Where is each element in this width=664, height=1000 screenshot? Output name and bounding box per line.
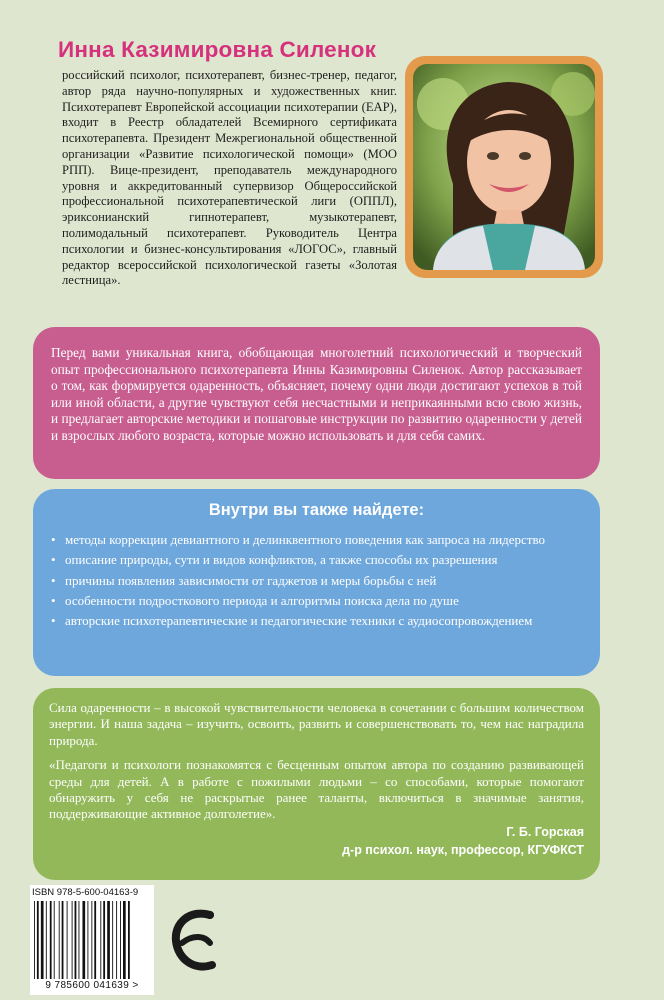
list-item: • методы коррекции девиантного и делинквентного поведения как запроса на лидерство [49,532,584,548]
list-item: • особенности подросткового периода и алгоритмы поиска дела по душе [49,593,584,609]
author-name: Инна Казимировна Силенок [58,37,377,62]
features-panel [33,489,600,676]
quote-author: Г. Б. Горская [506,824,584,839]
summary-text: Перед вами уникальная книга, обобщающая многолетний психологический и творческий опыт профессионального психотерапевта Инны Казимировны Силенок. Автор рассказывает о том, как формируется одаренность, объясняет, почему одни люди достигают успехов в той или иной области, а другие чувствуют себя несчастными и неприкаянными всю свою жизнь, и предлагает авторские методики и пошаговые инструкции по развитию одаренности у детей и взрослых любого возраста, которые можно использовать и для себя самих. [51,345,582,443]
list-item: • причины появления зависимости от гаджетов и меры борьбы с ней [49,573,584,589]
author-photo [413,64,595,270]
summary-panel [33,327,600,479]
isbn-label: ISBN 978-5-600-04163-9 [32,887,139,898]
features-list [49,532,584,629]
list-item: • описание природы, сути и видов конфликтов, а также способы их разрешения [49,552,584,568]
quote-text-1: Сила одаренности – в высокой чувствительности человека в сочетании с большим количеством энергии. И наша задача – изучить, освоить, развить и совершенствовать то, чем нас наградила природа. [49,700,584,748]
publisher-logo-icon [170,905,216,979]
author-bio: российский психолог, психотерапевт, бизнес-тренер, педагог, автор ряда научно-популярных и художественных книг. Психотерапевт Европейской ассоциации психотерапии (ЕАР), входит в Реестр обладателей Всемирного сертификата психотерапевта. Президент Межрегиональной общественной организации «Развитие психологической помощи» (МОО РПП). Вице-президент, преподаватель международного уровня и аккредитованный супервизор Общероссийской профессиональной психотерапевтической лиги (ОППЛ), эриксонианский гипнотерапевт, музыкотерапевт, полимодальный психотерапевт. Руководитель Центра психологии и бизнес-консультирования «ЛОГОС», главный редактор всероссийской психологической газеты «Золотая лестница». [62,68,397,288]
list-item: • авторские психотерапевтические и педагогические техники с аудиосопровождением [49,613,584,629]
barcode-block [30,885,154,995]
quote-credentials: д-р психол. наук, профессор, КГУФКСТ [342,842,584,857]
barcode-icon [34,901,150,979]
author-photo-frame [405,56,603,278]
features-heading: Внутри вы также найдете: [208,501,425,519]
quote-text-2: «Педагоги и психологи познакомятся с бесценным опытом автора по созданию развивающей среды для детей. А в работе с пожилыми людьми – со способами, которые помогают обнаружить у себя не раскрытые ранее таланты, включиться в значимые занятия, поддерживающие активное долголетие». [49,757,584,822]
quote-panel [33,688,600,880]
ean-number: 9 785600 041639 > [45,980,139,991]
